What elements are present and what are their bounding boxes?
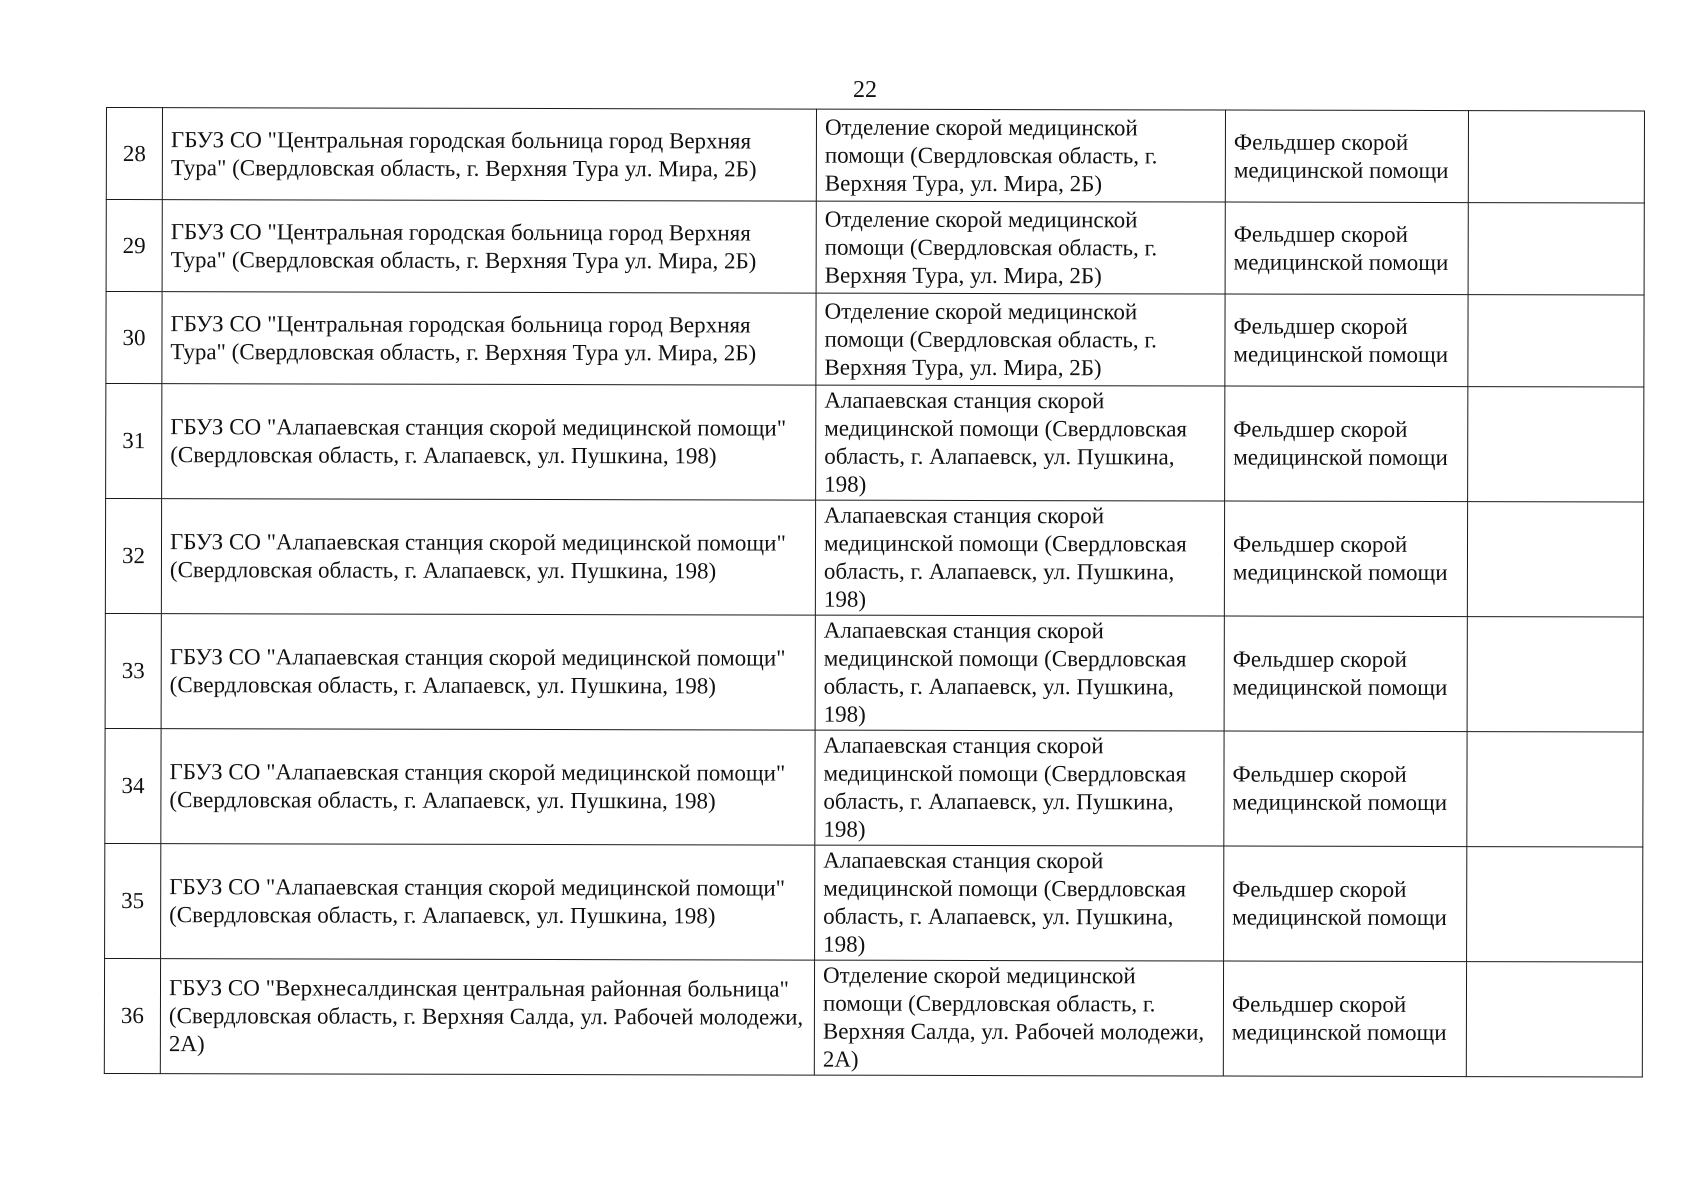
organization-cell: ГБУЗ СО "Центральная городская больница город Верхняя Тура" (Свердловская область, г. Верхняя Тура ул. Мира, 2Б) [162,108,816,201]
empty-cell [1468,203,1644,295]
unit-cell: Алапаевская станция скорой медицинской помощи (Свердловская область, г. Алапаевск, ул. Пушкина, 198) [815,845,1224,961]
position-cell: Фельдшер скорой медицинской помощи [1224,846,1467,962]
position-cell: Фельдшер скорой медицинской помощи [1225,386,1468,502]
organization-cell: ГБУЗ СО "Алапаевская станция скорой медицинской помощи" (Свердловская область, г. Алапаевск, ул. Пушкина, 198) [161,499,815,615]
position-cell: Фельдшер скорой медицинской помощи [1225,294,1468,387]
organization-cell: ГБУЗ СО "Центральная городская больница город Верхняя Тура" (Свердловская область, г. Верхняя Тура ул. Мира, 2Б) [162,292,816,385]
table-row [105,843,1643,961]
table-row [105,728,1643,846]
organization-cell: ГБУЗ СО "Верхнесалдинская центральная районная больница" (Свердловская область, г. Верхняя Салда, ул. Рабочей молодежи, 2А) [160,959,814,1075]
empty-cell [1467,502,1643,617]
row-number: 30 [106,292,162,384]
row-number: 35 [105,843,161,958]
unit-cell: Алапаевская станция скорой медицинской помощи (Свердловская область, г. Алапаевск, ул. Пушкина, 198) [815,730,1224,846]
empty-cell [1467,847,1643,962]
empty-cell [1467,732,1643,847]
position-cell: Фельдшер скорой медицинской помощи [1225,110,1468,203]
position-cell: Фельдшер скорой медицинской помощи [1223,961,1466,1077]
row-number: 29 [106,200,162,292]
position-cell: Фельдшер скорой медицинской помощи [1224,501,1467,617]
empty-cell [1467,617,1643,732]
table-row [106,200,1644,295]
organization-cell: ГБУЗ СО "Алапаевская станция скорой медицинской помощи" (Свердловская область, г. Алапаевск, ул. Пушкина, 198) [161,614,815,730]
row-number: 34 [105,728,161,843]
table-row [106,384,1644,502]
organization-cell: ГБУЗ СО "Центральная городская больница город Верхняя Тура" (Свердловская область, г. Верхняя Тура ул. Мира, 2Б) [162,200,816,293]
row-number: 31 [106,384,162,499]
unit-cell: Алапаевская станция скорой медицинской помощи (Свердловская область, г. Алапаевск, ул. Пушкина, 198) [815,615,1224,731]
table-row [105,499,1643,617]
table-row [106,108,1644,203]
row-number: 28 [106,108,162,200]
empty-cell [1466,962,1642,1077]
unit-cell: Отделение скорой медицинской помощи (Свердловская область, г. Верхняя Тура, ул. Мира, 2Б) [816,201,1225,294]
unit-cell: Алапаевская станция скорой медицинской помощи (Свердловская область, г. Алапаевск, ул. Пушкина, 198) [816,385,1225,501]
row-number: 32 [105,499,161,614]
table-row [104,958,1642,1076]
position-cell: Фельдшер скорой медицинской помощи [1224,616,1467,732]
empty-cell [1468,295,1644,387]
organization-cell: ГБУЗ СО "Алапаевская станция скорой медицинской помощи" (Свердловская область, г. Алапаевск, ул. Пушкина, 198) [161,844,815,960]
unit-cell: Алапаевская станция скорой медицинской помощи (Свердловская область, г. Алапаевск, ул. Пушкина, 198) [815,500,1224,616]
table-row [105,613,1643,731]
position-cell: Фельдшер скорой медицинской помощи [1224,731,1467,847]
unit-cell: Отделение скорой медицинской помощи (Свердловская область, г. Верхняя Тура, ул. Мира, 2Б) [816,109,1225,202]
organization-cell: ГБУЗ СО "Алапаевская станция скорой медицинской помощи" (Свердловская область, г. Алапаевск, ул. Пушкина, 198) [162,384,816,500]
document-table [104,107,1645,1077]
empty-cell [1468,387,1644,502]
row-number: 36 [104,958,160,1073]
unit-cell: Отделение скорой медицинской помощи (Свердловская область, г. Верхняя Тура, ул. Мира, 2Б) [816,293,1225,386]
empty-cell [1468,111,1644,203]
page-number: 22 [853,77,877,103]
position-cell: Фельдшер скорой медицинской помощи [1225,202,1468,295]
table-row [106,292,1644,387]
organization-cell: ГБУЗ СО "Алапаевская станция скорой медицинской помощи" (Свердловская область, г. Алапаевск, ул. Пушкина, 198) [161,729,815,845]
unit-cell: Отделение скорой медицинской помощи (Свердловская область, г. Верхняя Салда, ул. Рабочей молодежи, 2А) [814,960,1223,1076]
row-number: 33 [105,613,161,728]
